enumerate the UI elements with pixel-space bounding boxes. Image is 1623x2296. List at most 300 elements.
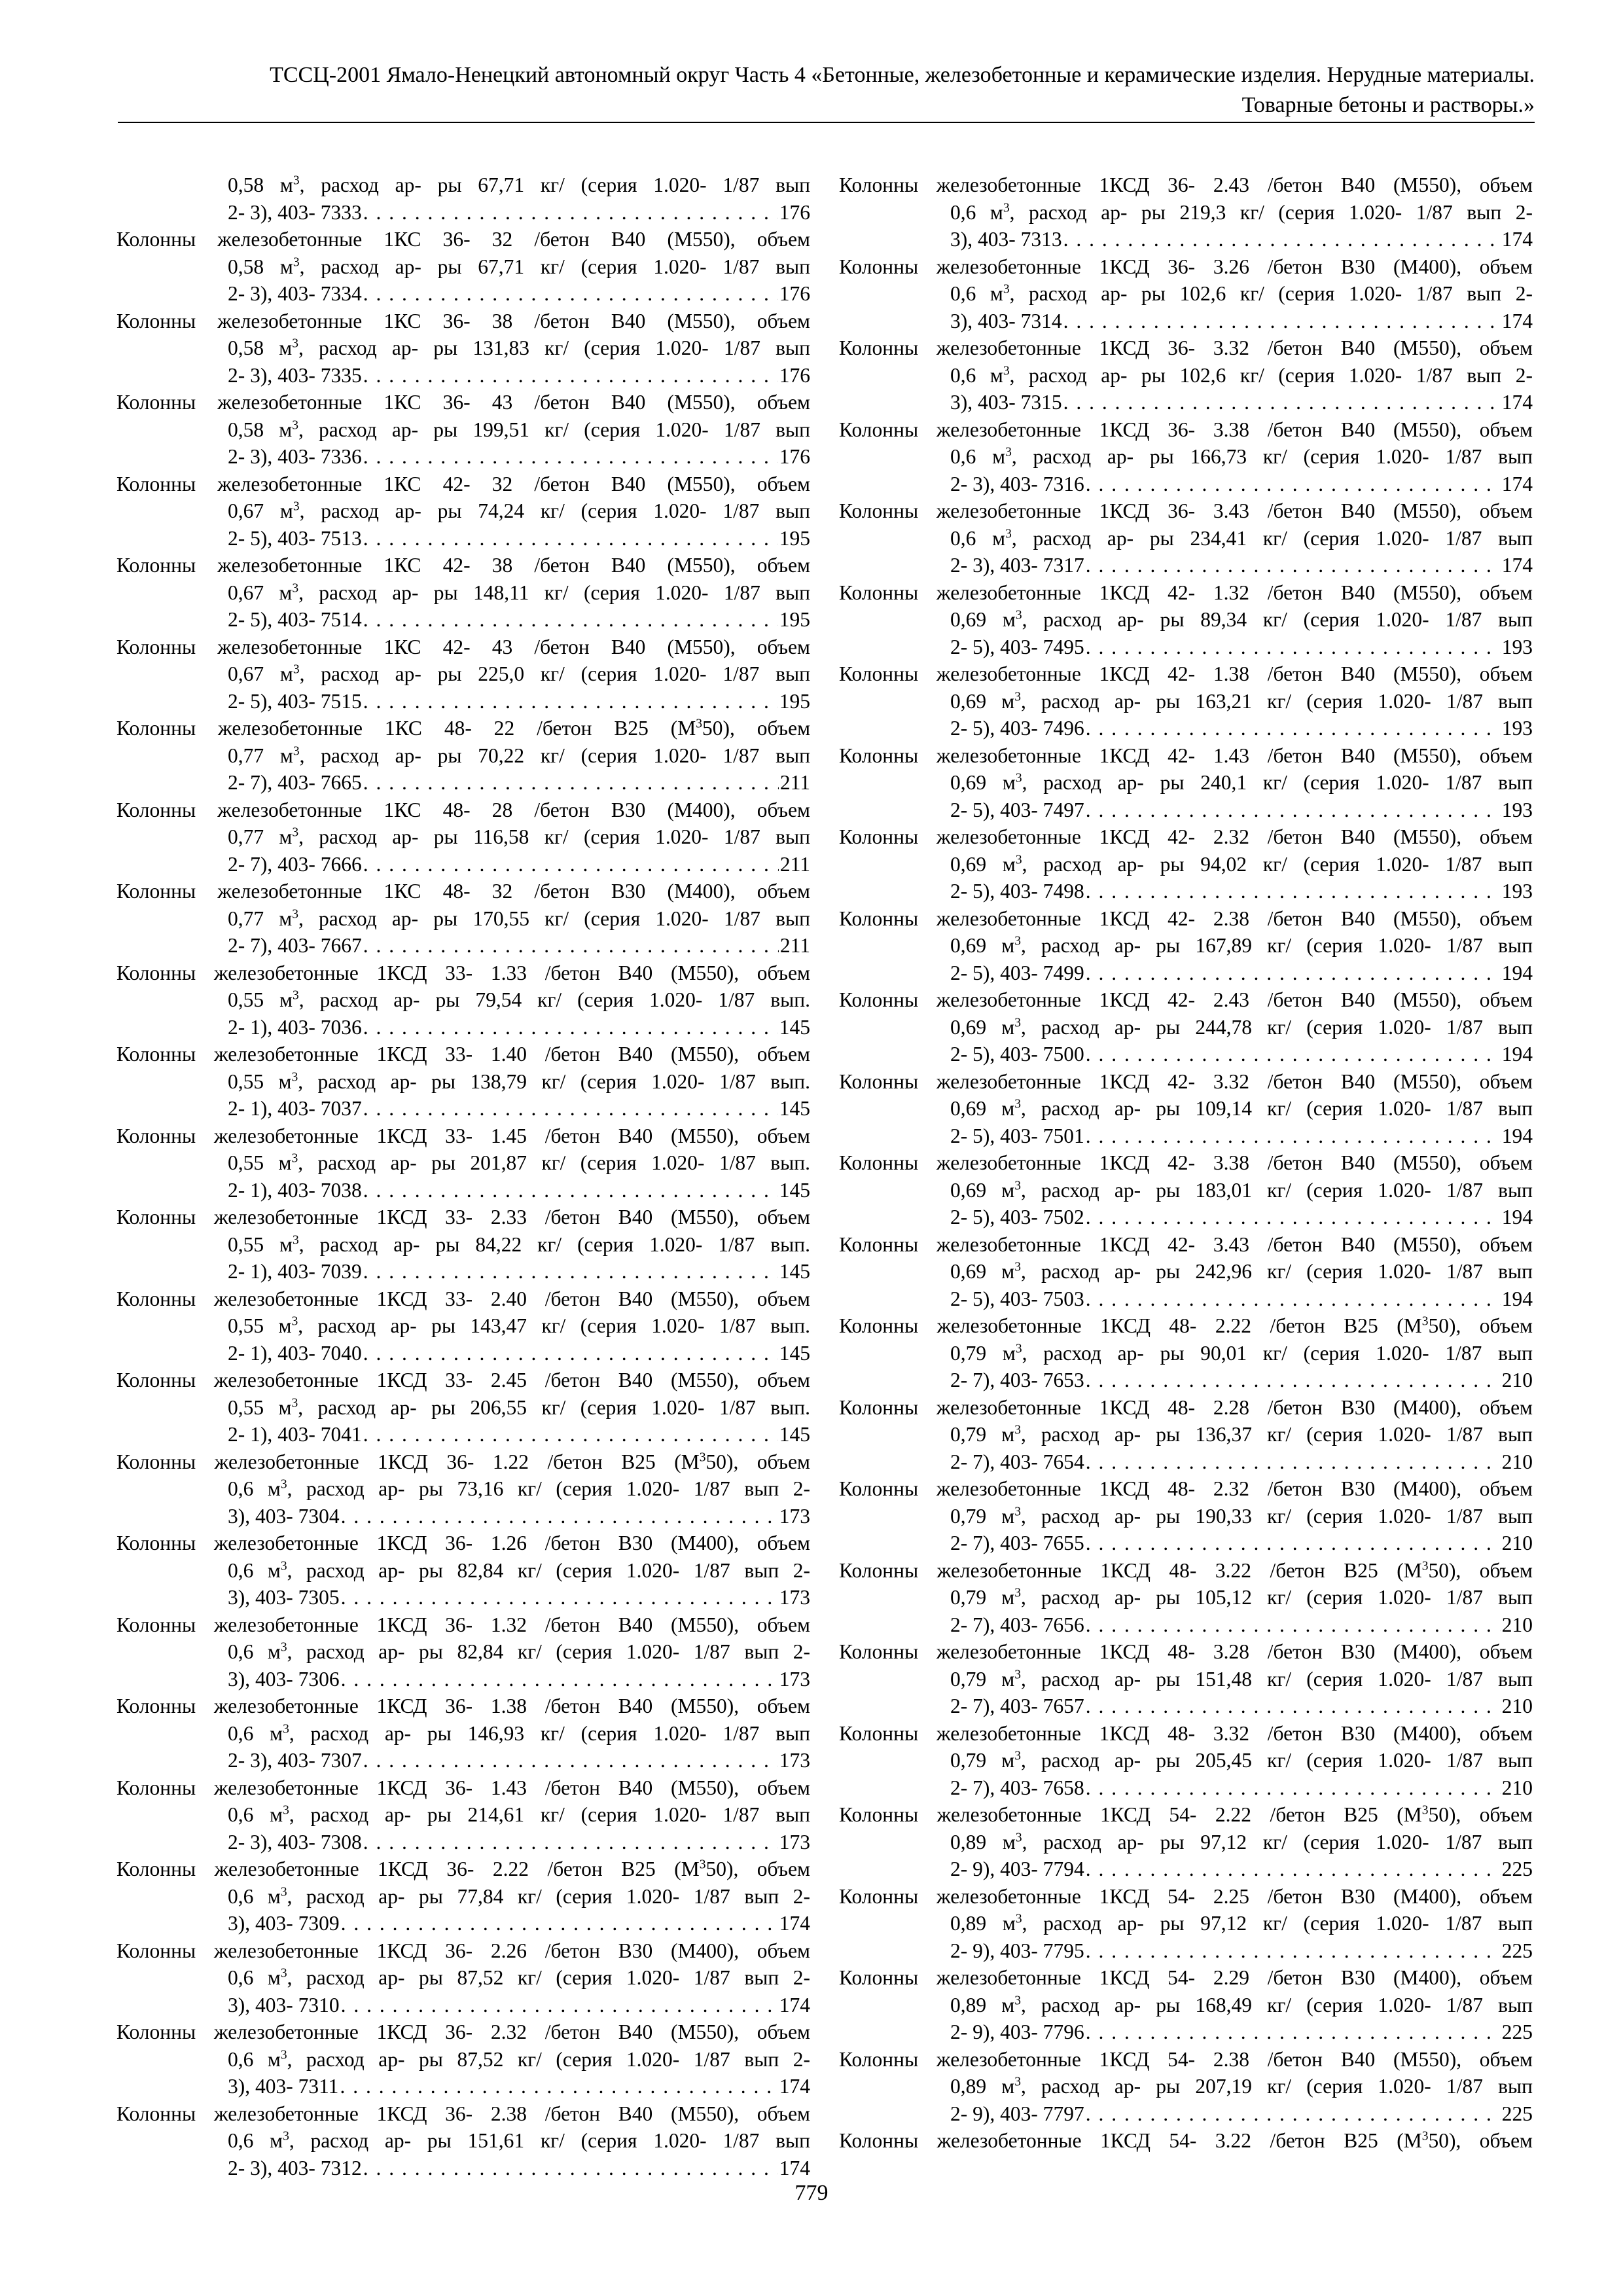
entry-details — [950, 199, 1533, 226]
superscript: 3 — [1015, 1342, 1022, 1355]
page-ref: 210 — [1501, 1695, 1533, 1717]
superscript: 3 — [699, 1450, 706, 1464]
volume-text: 0,55 м — [228, 1314, 292, 1337]
page-ref: 211 — [779, 934, 810, 957]
entry-rest: , расход ар- ры 67,71 кг/ (серия 1.020- 1/87 вып — [299, 255, 811, 278]
volume-text: 0,69 м — [950, 1260, 1015, 1283]
leader-dots — [341, 1992, 778, 2019]
volume-text: 0,55 м — [228, 1151, 292, 1174]
page-number: 779 — [794, 2181, 829, 2205]
entry-details — [228, 1720, 810, 1748]
entry-title — [839, 1312, 1533, 1340]
entry-tail — [950, 1122, 1533, 1150]
entry-rest: , расход ар- ры 205,45 кг/ (серия 1.020- 1/87 вып — [1021, 1749, 1533, 1772]
volume-text: 0,6 м — [950, 282, 1003, 305]
entry-title-text: Колонны железобетонные 1КСД 33- 1.40 /бетон В40 (М550), объем — [116, 1043, 810, 1066]
entry-rest: , расход ар- ры 206,55 кг/ (серия 1.020- 1/87 вып. — [298, 1395, 810, 1419]
entry-title — [116, 552, 810, 579]
superscript: 3 — [1003, 364, 1010, 378]
entry-rest: , расход ар- ры 151,48 кг/ (серия 1.020- 1/87 вып — [1021, 1667, 1533, 1691]
entry-title-text: Колонны железобетонные 1КСД 36- 3.26 /бетон В30 (М400), объем — [839, 255, 1533, 278]
volume-text: 0,55 м — [228, 988, 293, 1011]
entry-code: 2- 3), 403- 7334 — [228, 282, 362, 305]
leader-dots — [363, 1421, 778, 1448]
entry-title — [116, 634, 810, 661]
volume-text: 0,89 м — [950, 1830, 1016, 1854]
entry-details — [950, 1910, 1533, 1937]
leader-dots — [363, 769, 779, 797]
page-ref: 194 — [1501, 1124, 1533, 1147]
entry-title-text: Колонны железобетонные 1КСД 54- 2.38 /бетон В40 (М550), объем — [839, 2047, 1533, 2071]
entry-rest: , расход ар- ры 97,12 кг/ (серия 1.020- 1/87 вып — [1022, 1912, 1533, 1935]
volume-text: 0,6 м — [228, 1721, 283, 1745]
entry-rest: , расход ар- ры 166,73 кг/ (серия 1.020- 1/87 вып — [1011, 445, 1533, 468]
index-entry — [839, 1068, 1533, 1150]
entry-tail — [228, 2155, 810, 2182]
entry-tail — [228, 1421, 810, 1448]
entry-title-text: Колонны железобетонные 1КСД 33- 2.45 /бетон В40 (М550), объем — [116, 1369, 810, 1391]
entry-title-text: Колонны железобетонные 1КСД 36- 3.32 /бетон В40 (М550), объем — [839, 336, 1533, 359]
entry-rest: , расход ар- ры 219,3 кг/ (серия 1.020- 1/87 вып 2- — [1009, 200, 1533, 224]
entry-code: 2- 5), 403- 7514 — [228, 608, 362, 631]
entry-details — [228, 1883, 810, 1910]
entry-details — [228, 579, 810, 607]
page-ref: 173 — [779, 1504, 810, 1528]
entry-code: 3), 403- 7315 — [950, 391, 1062, 414]
index-entry — [116, 1204, 810, 1285]
entry-code: 3), 403- 7306 — [228, 1667, 340, 1691]
leader-dots — [341, 1503, 778, 1530]
entry-details — [228, 253, 810, 281]
superscript: 3 — [1015, 1831, 1022, 1844]
superscript: 3 — [1421, 2129, 1429, 2144]
entry-title-text: Колонны железобетонные 1КСД 42- 2.38 /бетон В40 (М550), объем — [839, 906, 1533, 930]
entry-tail — [950, 1367, 1533, 1394]
entry-title-text: Колонны железобетонные 1КСД 36- 1.43 /бетон В40 (М550), объем — [116, 1776, 810, 1799]
entry-title-text: Колонны железобетонные 1КСД 48- 3.32 /бетон В30 (М400), объем — [839, 1721, 1533, 1745]
entry-title — [839, 2046, 1533, 2073]
superscript: 3 — [1014, 1586, 1021, 1600]
entry-code: 2- 7), 403- 7653 — [950, 1369, 1084, 1391]
entry-title — [839, 497, 1533, 525]
entry-details — [228, 1801, 810, 1829]
entry-title — [839, 660, 1533, 688]
volume-text: 0,6 м — [228, 2047, 281, 2071]
entry-rest: , расход ар- ры 136,37 кг/ (серия 1.020- 1/87 вып — [1021, 1423, 1533, 1446]
leader-dots — [1086, 1122, 1501, 1150]
index-entry — [839, 1394, 1533, 1476]
entry-rest: , расход ар- ры 207,19 кг/ (серия 1.020- 1/87 вып — [1021, 2075, 1533, 2098]
entry-title-text: Колонны железобетонные 1КСД 33- 2.33 /бетон В40 (М550), объем — [116, 1206, 810, 1229]
volume-text: 0,69 м — [950, 1097, 1015, 1120]
entry-title-text: 50), объем — [1428, 1803, 1533, 1826]
volume-text: 0,58 м — [228, 173, 293, 196]
entry-code: 3), 403- 7304 — [228, 1504, 340, 1528]
index-entry — [116, 471, 810, 552]
entry-title — [116, 1774, 810, 1802]
entry-rest: , расход ар- ры 190,33 кг/ (серия 1.020- 1/87 вып — [1021, 1504, 1533, 1528]
superscript: 3 — [280, 1640, 287, 1655]
entry-title — [116, 2018, 810, 2046]
index-entry — [116, 1122, 810, 1204]
index-entry — [116, 1448, 810, 1530]
entry-details — [950, 851, 1533, 878]
leader-dots — [363, 362, 778, 389]
entry-tail — [950, 552, 1533, 579]
index-entry — [116, 552, 810, 634]
entry-title-text: Колонны железобетонные 1КСД 42- 3.38 /бетон В40 (М550), объем — [839, 1151, 1533, 1174]
entry-code: 2- 3), 403- 7336 — [228, 445, 362, 468]
entry-details — [228, 2127, 810, 2155]
header-line-2: Товарные бетоны и растворы.» — [1241, 93, 1535, 117]
entry-title-text: Колонны железобетонные 1КС 48- 22 /бетон В25 (М — [116, 717, 696, 740]
leader-dots — [1086, 1448, 1501, 1476]
entry-rest: , расход ар- ры 74,24 кг/ (серия 1.020- 1/87 вып — [299, 499, 811, 522]
entry-title-text: Колонны железобетонные 1КСД 33- 1.45 /бетон В40 (М550), объем — [116, 1124, 810, 1147]
superscript: 3 — [293, 662, 300, 677]
volume-text: 0,6 м — [228, 1477, 281, 1500]
volume-text: 0,67 м — [228, 499, 293, 522]
entry-code: 2- 7), 403- 7655 — [950, 1532, 1084, 1554]
volume-text: 0,6 м — [950, 445, 1006, 468]
superscript: 3 — [1014, 2075, 1021, 2089]
leader-dots — [363, 688, 778, 715]
superscript: 3 — [1005, 527, 1012, 541]
superscript: 3 — [292, 418, 298, 432]
leader-dots — [1086, 1856, 1501, 1883]
index-entry — [839, 1964, 1533, 2046]
entry-title-text: Колонны железобетонные 1КСД 36- 2.32 /бетон В40 (М550), объем — [116, 2020, 810, 2043]
entry-tail — [228, 443, 810, 471]
entry-title — [116, 1448, 810, 1476]
index-entry — [839, 579, 1533, 661]
entry-tail — [228, 1258, 810, 1285]
superscript: 3 — [1005, 445, 1012, 459]
entry-title — [116, 226, 810, 253]
superscript: 3 — [1003, 201, 1010, 215]
entry-tail — [228, 688, 810, 715]
superscript: 3 — [293, 255, 300, 269]
entry-tail — [228, 1666, 810, 1693]
entry-code: 2- 7), 403- 7666 — [228, 852, 362, 876]
page-ref: 174 — [779, 1993, 810, 2017]
entry-tail — [950, 2100, 1533, 2128]
superscript: 3 — [283, 2129, 289, 2144]
page-ref: 173 — [779, 1586, 810, 1609]
superscript: 3 — [1014, 1668, 1021, 1681]
entry-tail — [950, 1774, 1533, 1802]
running-header — [118, 60, 1535, 120]
entry-title-text: Колонны железобетонные 1КС 42- 43 /бетон В40 (М550), объем — [116, 635, 810, 658]
entry-rest: , расход ар- ры 79,54 кг/ (серия 1.020- 1/87 вып. — [298, 988, 810, 1011]
page-ref: 194 — [1501, 961, 1533, 984]
entry-code: 2- 5), 403- 7502 — [950, 1206, 1084, 1229]
entry-rest: , расход ар- ры 109,14 кг/ (серия 1.020- 1/87 вып — [1021, 1097, 1533, 1120]
entry-code: 2- 1), 403- 7036 — [228, 1015, 362, 1039]
entry-title — [116, 1122, 810, 1150]
entry-title-text: Колонны железобетонные 1КСД 48- 3.22 /бетон В25 (М — [839, 1558, 1422, 1582]
entry-details — [228, 905, 810, 933]
page-ref: 174 — [1501, 391, 1533, 414]
volume-text: 0,79 м — [950, 1504, 1015, 1528]
entry-details — [950, 1340, 1533, 1367]
leader-dots — [1086, 715, 1501, 742]
index-entry — [839, 905, 1533, 987]
entry-rest: , расход ар- ры 89,34 кг/ (серия 1.020- 1/87 вып — [1022, 608, 1533, 631]
entry-title — [839, 253, 1533, 281]
leader-dots — [1086, 1041, 1501, 1068]
entry-rest: , расход ар- ры 151,61 кг/ (серия 1.020- 1/87 вып — [289, 2129, 811, 2152]
entry-code: 2- 5), 403- 7498 — [950, 880, 1084, 903]
index-entry — [116, 1856, 810, 1937]
leader-dots — [1086, 552, 1501, 579]
entry-rest: , расход ар- ры 148,11 кг/ (серия 1.020- 1/87 вып — [298, 581, 810, 604]
entry-title — [839, 1638, 1533, 1666]
superscript: 3 — [1421, 1314, 1429, 1329]
entry-details — [950, 1421, 1533, 1448]
page-ref: 193 — [1501, 717, 1533, 740]
superscript: 3 — [1014, 1097, 1021, 1111]
entry-rest: , расход ар- ры 67,71 кг/ (серия 1.020- 1/87 вып — [299, 173, 811, 196]
leader-dots — [1086, 1367, 1501, 1394]
entry-title-text: Колонны железобетонные 1КСД 36- 3.38 /бетон В40 (М550), объем — [839, 418, 1533, 441]
entry-title — [839, 823, 1533, 851]
volume-text: 0,55 м — [228, 1232, 293, 1256]
superscript: 3 — [292, 825, 299, 840]
leader-dots — [1086, 2100, 1501, 2128]
entry-title-text: Колонны железобетонные 1КСД 48- 2.32 /бетон В30 (М400), объем — [839, 1477, 1533, 1500]
entry-code: 2- 5), 403- 7513 — [228, 526, 362, 550]
entry-title-text: Колонны железобетонные 1КСД 42- 1.38 /бетон В40 (М550), объем — [839, 662, 1533, 685]
entry-tail — [950, 1693, 1533, 1720]
entry-tail — [228, 1503, 810, 1530]
volume-text: 0,6 м — [228, 1966, 281, 1989]
superscript: 3 — [1014, 690, 1021, 704]
leader-dots — [363, 525, 778, 552]
page-ref: 145 — [779, 1423, 810, 1446]
entry-title-text: Колонны железобетонные 1КСД 36- 1.26 /бетон В30 (М400), объем — [116, 1532, 810, 1554]
leader-dots — [363, 606, 778, 634]
entry-title — [116, 797, 810, 824]
leader-dots — [363, 2155, 778, 2182]
entry-details — [228, 1068, 810, 1096]
entry-title-text: Колонны железобетонные 1КСД 54- 2.25 /бетон В30 (М400), объем — [839, 1884, 1533, 1908]
entry-title — [116, 308, 810, 335]
entry-details — [950, 932, 1533, 960]
page-ref: 225 — [1501, 1857, 1533, 1880]
page-ref: 145 — [779, 1015, 810, 1039]
page-ref: 174 — [1501, 472, 1533, 495]
superscript: 3 — [1015, 853, 1022, 867]
volume-text: 0,58 м — [228, 255, 293, 278]
index-entry — [839, 823, 1533, 905]
entry-title — [839, 1475, 1533, 1503]
entry-title-text: Колонны железобетонные 1КС 48- 32 /бетон В30 (М400), объем — [116, 880, 810, 903]
entry-title — [116, 1367, 810, 1394]
page-ref: 210 — [1501, 1450, 1533, 1473]
superscript: 3 — [1014, 1260, 1021, 1274]
entry-details — [228, 1557, 810, 1585]
volume-text: 0,69 м — [950, 771, 1016, 794]
page-ref: 174 — [1501, 554, 1533, 577]
leader-dots — [1086, 960, 1501, 987]
entry-rest: , расход ар- ры 201,87 кг/ (серия 1.020- 1/87 вып. — [298, 1151, 810, 1174]
superscript: 3 — [1015, 1912, 1022, 1926]
superscript: 3 — [1003, 282, 1010, 296]
entry-tail — [228, 769, 810, 797]
superscript: 3 — [283, 1722, 289, 1736]
entry-title — [116, 1611, 810, 1639]
superscript: 3 — [1015, 608, 1022, 622]
volume-text: 0,6 м — [228, 1640, 281, 1663]
leader-dots — [1063, 308, 1501, 335]
leader-dots — [1086, 1204, 1501, 1231]
volume-text: 0,6 м — [950, 363, 1003, 387]
entry-title — [839, 1801, 1533, 1829]
volume-text: 0,6 м — [228, 2129, 283, 2152]
entry-details — [950, 1177, 1533, 1204]
index-entry — [839, 1883, 1533, 1965]
index-entry — [116, 715, 810, 797]
entry-title-text: 50), объем — [1428, 2129, 1533, 2152]
volume-text: 0,58 м — [228, 336, 293, 359]
entry-tail — [228, 1584, 810, 1611]
superscript: 3 — [291, 1314, 298, 1329]
entry-rest: , расход ар- ры 163,21 кг/ (серия 1.020- 1/87 вып — [1021, 689, 1533, 713]
index-entry — [116, 1367, 810, 1448]
entry-code: 2- 9), 403- 7797 — [950, 2102, 1084, 2125]
entry-tail — [950, 878, 1533, 905]
entry-tail — [228, 606, 810, 634]
volume-text: 0,55 м — [228, 1395, 292, 1419]
index-entry — [839, 416, 1533, 498]
index-entry — [839, 1312, 1533, 1394]
leader-dots — [1086, 1693, 1501, 1720]
entry-details — [228, 986, 810, 1014]
superscript: 3 — [280, 1885, 287, 1899]
leader-dots — [1086, 2018, 1501, 2046]
volume-text: 0,89 м — [950, 1912, 1016, 1935]
entry-details — [950, 2073, 1533, 2100]
leader-dots — [363, 1747, 778, 1774]
entry-tail — [228, 2073, 810, 2100]
entry-code: 2- 7), 403- 7654 — [950, 1450, 1084, 1473]
entry-title — [116, 878, 810, 905]
entry-rest: , расход ар- ры 82,84 кг/ (серия 1.020- 1/87 вып 2- — [287, 1558, 811, 1582]
page-ref: 194 — [1501, 1206, 1533, 1229]
entry-tail — [950, 1937, 1533, 1965]
entry-details — [950, 606, 1533, 634]
entry-title — [116, 1856, 810, 1883]
superscript: 3 — [1014, 1423, 1021, 1437]
entry-code: 2- 1), 403- 7040 — [228, 1341, 362, 1365]
index-entry — [116, 1530, 810, 1611]
entry-code: 2- 1), 403- 7039 — [228, 1260, 362, 1283]
leader-dots — [1086, 1774, 1501, 1802]
superscript: 3 — [283, 1803, 289, 1818]
volume-text: 0,77 м — [228, 825, 293, 848]
entry-details — [228, 1394, 810, 1422]
entry-rest: , расход ар- ры 70,22 кг/ (серия 1.020- 1/87 вып — [299, 744, 811, 767]
entry-title — [116, 1693, 810, 1720]
entry-title-text: Колонны железобетонные 1КСД 42- 1.32 /бетон В40 (М550), объем — [839, 581, 1533, 604]
entry-tail — [950, 1285, 1533, 1313]
entry-title — [839, 416, 1533, 444]
entry-title-text: Колонны железобетонные 1КС 48- 28 /бетон В30 (М400), объем — [116, 798, 810, 821]
index-entry — [116, 634, 810, 715]
entry-code: 2- 5), 403- 7495 — [950, 635, 1084, 658]
volume-text: 0,89 м — [950, 2075, 1015, 2098]
entry-details — [228, 1149, 810, 1177]
entry-code: 2- 1), 403- 7037 — [228, 1097, 362, 1120]
index-entry — [116, 878, 810, 960]
leader-dots — [363, 443, 778, 471]
index-entry — [116, 1937, 810, 2019]
index-entry-partial — [839, 2127, 1533, 2155]
volume-text: 0,89 м — [950, 1993, 1015, 2017]
superscript: 3 — [1421, 1559, 1429, 1573]
volume-text: 0,69 м — [950, 852, 1016, 876]
entry-title — [839, 1557, 1533, 1585]
superscript: 3 — [280, 2048, 287, 2062]
leader-dots — [1063, 226, 1501, 253]
entry-title — [116, 1204, 810, 1231]
page-ref: 211 — [779, 852, 810, 876]
entry-rest: , расход ар- ры 131,83 кг/ (серия 1.020- 1/87 вып — [298, 336, 810, 359]
index-entry — [839, 1557, 1533, 1639]
index-entry — [116, 2018, 810, 2100]
entry-title — [839, 579, 1533, 607]
leader-dots — [1086, 634, 1501, 661]
superscript: 3 — [1421, 1803, 1429, 1818]
leader-dots — [363, 1340, 778, 1367]
page-ref: 225 — [1501, 2102, 1533, 2125]
entry-rest: , расход ар- ры 82,84 кг/ (серия 1.020- 1/87 вып 2- — [287, 1640, 811, 1663]
entry-details — [950, 525, 1533, 552]
page-ref: 176 — [779, 200, 810, 224]
entry-tail — [228, 362, 810, 389]
page-ref: 173 — [779, 1830, 810, 1854]
leader-dots — [341, 1584, 778, 1611]
entry-title-text: Колонны железобетонные 1КСД 54- 2.22 /бетон В25 (М — [839, 1803, 1422, 1826]
page-ref: 145 — [779, 1341, 810, 1365]
entry-tail — [950, 1204, 1533, 1231]
entry-tail — [228, 1095, 810, 1122]
superscript: 3 — [293, 499, 300, 514]
entry-tail — [950, 1856, 1533, 1883]
entry-rest: , расход ар- ры 244,78 кг/ (серия 1.020- 1/87 вып — [1021, 1015, 1533, 1039]
volume-text: 0,69 м — [950, 1015, 1015, 1039]
entry-rest: , расход ар- ры 242,96 кг/ (серия 1.020- 1/87 вып — [1021, 1260, 1533, 1283]
entry-title-text: Колонны железобетонные 1КСД 54- 2.29 /бетон В30 (М400), объем — [839, 1966, 1533, 1989]
entry-tail — [228, 1992, 810, 2019]
index-entry — [839, 1638, 1533, 1720]
page-ref: 176 — [779, 282, 810, 305]
entry-code: 2- 9), 403- 7796 — [950, 2020, 1084, 2043]
superscript: 3 — [1014, 1994, 1021, 2007]
entry-details — [228, 1475, 810, 1503]
page-ref: 174 — [779, 1912, 810, 1935]
volume-text: 0,77 м — [228, 906, 293, 930]
superscript: 3 — [292, 907, 298, 921]
leader-dots — [341, 1910, 778, 1937]
entry-details — [228, 497, 810, 525]
entry-title — [116, 1937, 810, 1965]
entry-title-text: Колонны железобетонные 1КС 36- 38 /бетон В40 (М550), объем — [116, 309, 810, 332]
leader-dots — [363, 199, 778, 226]
entry-title-text: Колонны железобетонные 1КСД 36- 1.32 /бетон В40 (М550), объем — [116, 1613, 810, 1636]
volume-text: 0,69 м — [950, 934, 1015, 957]
